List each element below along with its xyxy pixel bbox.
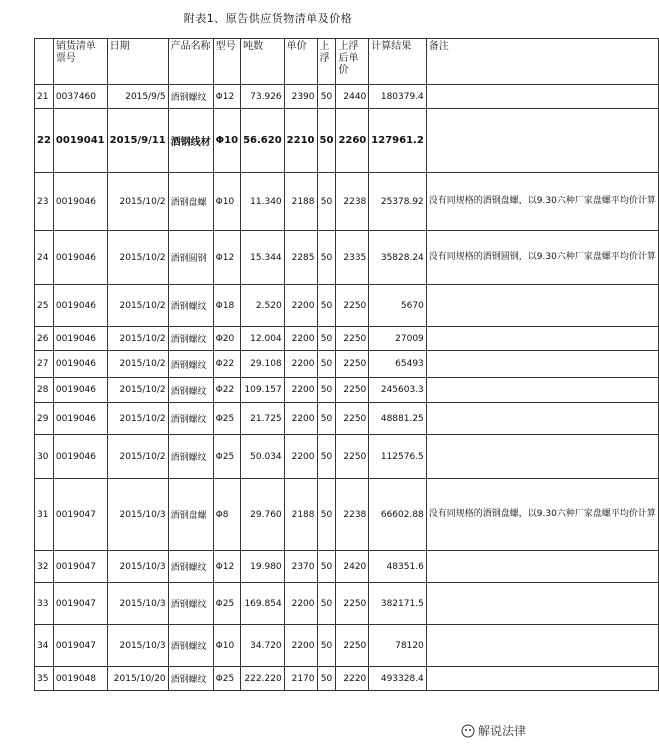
cell-date: 2015/10/2 xyxy=(107,351,168,378)
cell-product-name: 酒钢线材 xyxy=(168,109,213,173)
cell-markup: 50 xyxy=(317,378,336,403)
cell-tons: 21.725 xyxy=(241,403,285,435)
cell-price-after-markup: 2250 xyxy=(336,351,369,378)
cell-date: 2015/10/2 xyxy=(107,435,168,479)
cell-date: 2015/10/20 xyxy=(107,667,168,691)
cell-notes xyxy=(426,85,658,109)
header-date: 日期 xyxy=(107,39,168,85)
cell-unit-price: 2390 xyxy=(284,85,317,109)
cell-product-name: 酒钢螺纹 xyxy=(168,378,213,403)
cell-date: 2015/10/2 xyxy=(107,231,168,285)
cell-notes: 没有同规格的酒钢盘螺，以9.30六种厂家盘螺平均价计算 xyxy=(426,173,658,231)
cell-model: Φ10 xyxy=(213,625,240,667)
cell-price-after-markup: 2250 xyxy=(336,327,369,351)
cell-tons: 34.720 xyxy=(241,625,285,667)
cell-tons: 109.157 xyxy=(241,378,285,403)
header-notes: 备注 xyxy=(426,39,658,85)
table-row xyxy=(35,285,659,327)
table-row xyxy=(35,403,659,435)
cell-notes: 没有同规格的酒钢盘螺，以9.30六种厂家盘螺平均价计算 xyxy=(426,479,658,551)
cell-result: 35828.24 xyxy=(369,231,427,285)
table-row xyxy=(35,231,659,285)
cell-date: 2015/10/3 xyxy=(107,625,168,667)
cell-unit-price: 2200 xyxy=(284,403,317,435)
cell-markup: 50 xyxy=(317,403,336,435)
cell-result: 66602.88 xyxy=(369,479,427,551)
cell-ticket-no: 0019046 xyxy=(53,351,107,378)
cell-unit-price: 2200 xyxy=(284,327,317,351)
cell-price-after-markup: 2420 xyxy=(336,551,369,583)
watermark-text: 解说法律 xyxy=(477,724,526,738)
cell-row-index: 26 xyxy=(35,327,54,351)
cell-model: Φ18 xyxy=(213,285,240,327)
cell-notes xyxy=(426,667,658,691)
cell-result: 25378.92 xyxy=(369,173,427,231)
cell-tons: 222.220 xyxy=(241,667,285,691)
cell-ticket-no: 0037460 xyxy=(53,85,107,109)
cell-tons: 2.520 xyxy=(241,285,285,327)
cell-row-index: 33 xyxy=(35,583,54,625)
cell-result: 48881.25 xyxy=(369,403,427,435)
cell-unit-price: 2370 xyxy=(284,551,317,583)
cell-tons: 19.980 xyxy=(241,551,285,583)
cell-notes xyxy=(426,435,658,479)
cell-unit-price: 2285 xyxy=(284,231,317,285)
cell-row-index: 28 xyxy=(35,378,54,403)
cell-date: 2015/10/2 xyxy=(107,327,168,351)
cell-price-after-markup: 2238 xyxy=(336,479,369,551)
table-row xyxy=(35,173,659,231)
cell-date: 2015/10/2 xyxy=(107,285,168,327)
cell-date: 2015/9/5 xyxy=(107,85,168,109)
cell-model: Φ12 xyxy=(213,551,240,583)
cell-row-index: 22 xyxy=(35,109,54,173)
table-row xyxy=(35,327,659,351)
cell-markup: 50 xyxy=(317,285,336,327)
cell-price-after-markup: 2335 xyxy=(336,231,369,285)
cell-product-name: 酒钢螺纹 xyxy=(168,667,213,691)
table-row xyxy=(35,667,659,691)
cell-notes xyxy=(426,551,658,583)
cell-ticket-no: 0019047 xyxy=(53,625,107,667)
cell-result: 5670 xyxy=(369,285,427,327)
cell-result: 48351.6 xyxy=(369,551,427,583)
cell-markup: 50 xyxy=(317,351,336,378)
cell-ticket-no: 0019046 xyxy=(53,378,107,403)
cell-result: 112576.5 xyxy=(369,435,427,479)
wechat-icon xyxy=(461,724,475,738)
header-model: 型号 xyxy=(213,39,240,85)
cell-markup: 50 xyxy=(317,583,336,625)
table-header xyxy=(35,39,659,85)
cell-notes xyxy=(426,109,658,173)
cell-date: 2015/10/2 xyxy=(107,403,168,435)
cell-row-index: 27 xyxy=(35,351,54,378)
cell-row-index: 29 xyxy=(35,403,54,435)
cell-notes xyxy=(426,285,658,327)
cell-model: Φ8 xyxy=(213,479,240,551)
cell-date: 2015/10/3 xyxy=(107,551,168,583)
cell-result: 27009 xyxy=(369,327,427,351)
table-row xyxy=(35,378,659,403)
header-price-after-markup: 上浮后单价 xyxy=(336,39,369,85)
watermark xyxy=(461,722,526,739)
cell-product-name: 酒钢螺纹 xyxy=(168,583,213,625)
cell-product-name: 酒钢螺纹 xyxy=(168,403,213,435)
cell-ticket-no: 0019046 xyxy=(53,403,107,435)
cell-date: 2015/10/3 xyxy=(107,583,168,625)
cell-notes xyxy=(426,378,658,403)
goods-table xyxy=(34,38,659,691)
header-index xyxy=(35,39,54,85)
cell-row-index: 21 xyxy=(35,85,54,109)
cell-model: Φ25 xyxy=(213,403,240,435)
cell-result: 127961.2 xyxy=(369,109,427,173)
cell-result: 65493 xyxy=(369,351,427,378)
cell-markup: 50 xyxy=(317,551,336,583)
cell-date: 2015/10/2 xyxy=(107,173,168,231)
cell-unit-price: 2200 xyxy=(284,435,317,479)
cell-price-after-markup: 2250 xyxy=(336,403,369,435)
cell-model: Φ25 xyxy=(213,435,240,479)
table-body xyxy=(35,85,659,691)
cell-row-index: 24 xyxy=(35,231,54,285)
cell-model: Φ12 xyxy=(213,85,240,109)
page-title: 附表1、原告供应货物清单及价格 xyxy=(183,12,353,25)
cell-markup: 50 xyxy=(317,109,336,173)
cell-price-after-markup: 2250 xyxy=(336,435,369,479)
cell-ticket-no: 0019046 xyxy=(53,231,107,285)
table-row xyxy=(35,625,659,667)
cell-ticket-no: 0019046 xyxy=(53,435,107,479)
cell-price-after-markup: 2440 xyxy=(336,85,369,109)
cell-product-name: 酒钢螺纹 xyxy=(168,327,213,351)
header-tons: 吨数 xyxy=(241,39,285,85)
cell-markup: 50 xyxy=(317,479,336,551)
cell-date: 2015/10/3 xyxy=(107,479,168,551)
cell-unit-price: 2200 xyxy=(284,351,317,378)
cell-product-name: 酒钢螺纹 xyxy=(168,551,213,583)
cell-model: Φ22 xyxy=(213,351,240,378)
cell-notes xyxy=(426,625,658,667)
cell-markup: 50 xyxy=(317,435,336,479)
cell-model: Φ12 xyxy=(213,231,240,285)
table-row xyxy=(35,479,659,551)
cell-price-after-markup: 2238 xyxy=(336,173,369,231)
cell-row-index: 32 xyxy=(35,551,54,583)
cell-markup: 50 xyxy=(317,85,336,109)
header-markup: 上浮 xyxy=(317,39,336,85)
cell-price-after-markup: 2250 xyxy=(336,378,369,403)
cell-row-index: 30 xyxy=(35,435,54,479)
cell-row-index: 34 xyxy=(35,625,54,667)
cell-markup: 50 xyxy=(317,231,336,285)
cell-tons: 11.340 xyxy=(241,173,285,231)
cell-model: Φ22 xyxy=(213,378,240,403)
cell-product-name: 酒钢圆钢 xyxy=(168,231,213,285)
cell-price-after-markup: 2250 xyxy=(336,285,369,327)
table-row xyxy=(35,85,659,109)
cell-result: 493328.4 xyxy=(369,667,427,691)
header-product-name: 产品名称 xyxy=(168,39,213,85)
cell-product-name: 酒钢螺纹 xyxy=(168,625,213,667)
cell-notes: 没有同规格的酒钢圆钢，以9.30六种厂家盘螺平均价计算 xyxy=(426,231,658,285)
header-ticket-no: 销货清单票号 xyxy=(53,39,107,85)
cell-tons: 50.034 xyxy=(241,435,285,479)
cell-markup: 50 xyxy=(317,327,336,351)
cell-product-name: 酒钢螺纹 xyxy=(168,85,213,109)
cell-unit-price: 2200 xyxy=(284,583,317,625)
cell-product-name: 酒钢盘螺 xyxy=(168,479,213,551)
table-row xyxy=(35,435,659,479)
cell-unit-price: 2200 xyxy=(284,625,317,667)
cell-row-index: 23 xyxy=(35,173,54,231)
cell-price-after-markup: 2250 xyxy=(336,625,369,667)
cell-tons: 56.620 xyxy=(241,109,285,173)
cell-product-name: 酒钢螺纹 xyxy=(168,435,213,479)
cell-result: 245603.3 xyxy=(369,378,427,403)
cell-notes xyxy=(426,583,658,625)
cell-tons: 12.004 xyxy=(241,327,285,351)
cell-markup: 50 xyxy=(317,173,336,231)
cell-tons: 169.854 xyxy=(241,583,285,625)
cell-markup: 50 xyxy=(317,625,336,667)
cell-ticket-no: 0019047 xyxy=(53,479,107,551)
cell-price-after-markup: 2260 xyxy=(336,109,369,173)
cell-model: Φ25 xyxy=(213,667,240,691)
table-row xyxy=(35,351,659,378)
cell-unit-price: 2188 xyxy=(284,479,317,551)
cell-ticket-no: 0019047 xyxy=(53,551,107,583)
cell-ticket-no: 0019041 xyxy=(53,109,107,173)
cell-ticket-no: 0019048 xyxy=(53,667,107,691)
cell-row-index: 35 xyxy=(35,667,54,691)
cell-unit-price: 2200 xyxy=(284,378,317,403)
cell-markup: 50 xyxy=(317,667,336,691)
cell-row-index: 25 xyxy=(35,285,54,327)
cell-price-after-markup: 2250 xyxy=(336,583,369,625)
cell-model: Φ25 xyxy=(213,583,240,625)
cell-ticket-no: 0019047 xyxy=(53,583,107,625)
cell-tons: 73.926 xyxy=(241,85,285,109)
cell-notes xyxy=(426,327,658,351)
cell-unit-price: 2200 xyxy=(284,285,317,327)
cell-ticket-no: 0019046 xyxy=(53,285,107,327)
header-result: 计算结果 xyxy=(369,39,427,85)
cell-price-after-markup: 2220 xyxy=(336,667,369,691)
cell-date: 2015/10/2 xyxy=(107,378,168,403)
cell-result: 382171.5 xyxy=(369,583,427,625)
cell-row-index: 31 xyxy=(35,479,54,551)
cell-model: Φ10 xyxy=(213,173,240,231)
cell-unit-price: 2210 xyxy=(284,109,317,173)
cell-unit-price: 2188 xyxy=(284,173,317,231)
table-row xyxy=(35,551,659,583)
cell-unit-price: 2170 xyxy=(284,667,317,691)
cell-product-name: 酒钢螺纹 xyxy=(168,351,213,378)
cell-notes xyxy=(426,403,658,435)
cell-ticket-no: 0019046 xyxy=(53,327,107,351)
cell-result: 78120 xyxy=(369,625,427,667)
table-row xyxy=(35,583,659,625)
cell-tons: 15.344 xyxy=(241,231,285,285)
cell-product-name: 酒钢螺纹 xyxy=(168,285,213,327)
cell-date: 2015/9/11 xyxy=(107,109,168,173)
header-unit-price: 单价 xyxy=(284,39,317,85)
cell-tons: 29.108 xyxy=(241,351,285,378)
cell-ticket-no: 0019046 xyxy=(53,173,107,231)
cell-model: Φ20 xyxy=(213,327,240,351)
cell-model: Φ10 xyxy=(213,109,240,173)
table-row xyxy=(35,109,659,173)
cell-result: 180379.4 xyxy=(369,85,427,109)
cell-notes xyxy=(426,351,658,378)
cell-tons: 29.760 xyxy=(241,479,285,551)
cell-product-name: 酒钢盘螺 xyxy=(168,173,213,231)
